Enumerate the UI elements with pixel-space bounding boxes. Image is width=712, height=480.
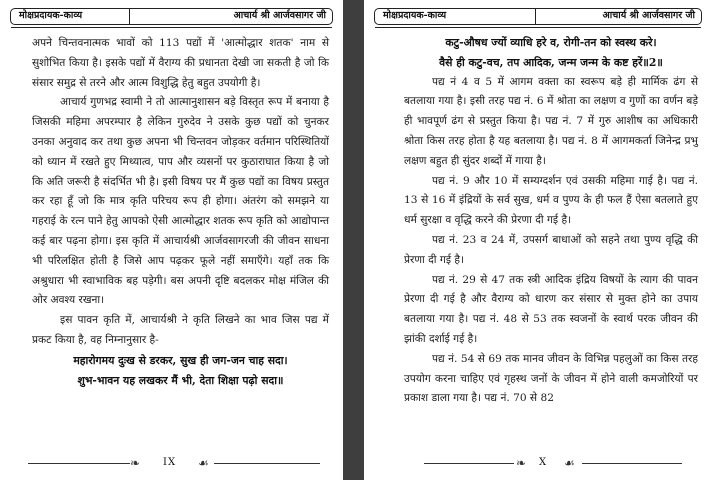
- header-divider: [129, 9, 130, 24]
- footer-rule: [28, 463, 130, 464]
- book-title: मोक्षप्रदायक-काव्य: [19, 10, 83, 21]
- paragraph: इस पावन कृति में, आचार्यश्री ने कृति लिखने का भाव जिस पद्य में प्रकट किया है, वह निम्नानुसार है-: [32, 314, 329, 346]
- author-name: आचार्य श्री आर्जवसागर जी: [602, 10, 695, 21]
- running-header: [374, 8, 702, 25]
- right-page: [364, 0, 712, 480]
- footer-rule: [582, 463, 682, 464]
- body-text: [32, 34, 329, 390]
- flourish-right-icon: ☙: [198, 456, 209, 470]
- left-page: [0, 0, 343, 480]
- page-footer: [0, 455, 343, 471]
- paragraph: पद्य नं. 9 और 10 में सम्यग्दर्शन एवं उसकी महिमा गाई है। पद्य नं. 13 से 16 में इंद्रियों के सर्व सुख, धर्म व पुण्य के ही फल हैं ऐसा बतलाते हुए धर्म सुरक्षा व वृद्धि करने की प्रेरणा दी गई है।: [404, 174, 698, 227]
- verse-line: महारोगमय दुःख से डरकर, सुख ही जग-जन चाह सदा।: [73, 353, 288, 367]
- verse-line: कटु-औषध ज्यों व्याधि हरे व, रोगी-तन को स्वस्थ करे।: [445, 36, 657, 49]
- paragraph: पद्य नं 4 व 5 में आगम वक्ता का स्वरूप बड़े ही मार्मिक ढंग से बतलाया गया है। इसी तरह पद्य नं. 6 में श्रोता का लक्षण व गुणों का वर्णन बड़े ही भावपूर्ण ढंग से प्रस्तुत किया है। पद्य नं. 7 में गुरु आशीष का अधिकारी श्रोता किस तरह होता है यह बतलाया है। पद्य नं. 8 में आगमकर्ता जिनेन्द्र प्रभु लक्षण बहुत ही सुंदर शब्दों में गाया है।: [404, 75, 698, 167]
- paragraph: अपने चिन्तवनात्मक भावों को 113 पद्यों में 'आत्मोद्धार शतक' नाम से सुशोभित किया है। इसके पद्यों में वैराग्य की प्रधानता देखी जा सकती है जो कि संसार समुद्र से तरने और आत्म विशुद्धि हेतु बहुत उपयोगी है।: [32, 37, 329, 89]
- book-title: मोक्षप्रदायक-काव्य: [383, 10, 447, 21]
- paragraph: आचार्य गुणभद्र स्वामी ने तो आत्मानुशासन बड़े विस्तृत रूप में बनाया है जिसकी महिमा अपरम्पार है लेकिन गुरुदेव ने उसके कुछ पद्यों को चुनकर उनका अनुवाद कर तथा कुछ अपना भी चिन्तवन जोड़कर वर्तमान परिस्थितियों को ध्यान में रखते हुए मिथ्यात्व, पाप और व्यसनों पर कुठाराघात किया है जो कि अति जरूरी है संदर्भित भी है। इसी विषय पर मैं कुछ पद्यों का विषय प्रस्तुत कर रहा हूँ जो कि मात्र कृति परिचय रूप ही होगा। अंतरंग को समझने या गहराई के रत्न पाने हेतु आपको ऐसी आत्मोद्धार शतक रूप कृति को आद्योपान्त कई बार पढ़ना होगा। इस कृति में आचार्यश्री आर्जवसागरजी की जीवन साधना भी परिलक्षित होती है जिसे आप पढ़कर फूले नहीं समाएँगे। यहाँ तक कि अश्रुधारा भी स्वाभाविक बह पड़ेगी। बस अपनी दृष्टि बदलकर मोक्ष मंजिल की ओर अवश्य रखना।: [32, 96, 329, 307]
- page-number: IX: [163, 457, 177, 468]
- footer-rule: [214, 463, 320, 464]
- page-footer: [364, 455, 712, 471]
- flourish-left-icon: ❧: [130, 456, 141, 470]
- flourish-right-icon: ☙: [564, 456, 575, 470]
- paragraph: पद्य नं. 54 से 69 तक मानव जीवन के विभिन्न पहलुओं का किस तरह उपयोग करना चाहिए एवं गृहस्थ जनों के जीवन में होने वाली कमजोरियों पर प्रकाश डाला गया है। पद्य नं. 70 से 82: [404, 352, 698, 405]
- header-divider: [535, 9, 536, 24]
- verse-line: शुभ-भावन यह लखकर मैं भी, देता शिक्षा पढ़ो सदा॥: [77, 373, 284, 387]
- verse-line: वैसे ही कटु-वच, तप आदिक, जन्म जन्म के कष्ट हरें॥2॥: [439, 55, 663, 69]
- footer-rule: [424, 463, 514, 464]
- body-text: [404, 33, 698, 409]
- paragraph: पद्य नं. 23 व 24 में, उपसर्ग बाधाओं को सहने तथा पुण्य वृद्धि की प्रेरणा दी गई है।: [404, 233, 698, 266]
- author-name: आचार्य श्री आर्जवसागर जी: [233, 10, 326, 21]
- paragraph: पद्य नं. 29 से 47 तक स्त्री आदिक इंद्रिय विषयों के त्याग की पावन प्रेरणा दी गई है और वैराग्य को धारण कर संसार से मुक्त होने का उपाय बतलाया गया है। पद्य नं. 48 से 53 तक स्वजनों के स्वार्थ परक जीवन की झांकी दर्शाई गई है।: [404, 273, 698, 345]
- page-number: X: [539, 457, 548, 468]
- running-header: [10, 8, 333, 25]
- flourish-left-icon: ❧: [516, 456, 527, 470]
